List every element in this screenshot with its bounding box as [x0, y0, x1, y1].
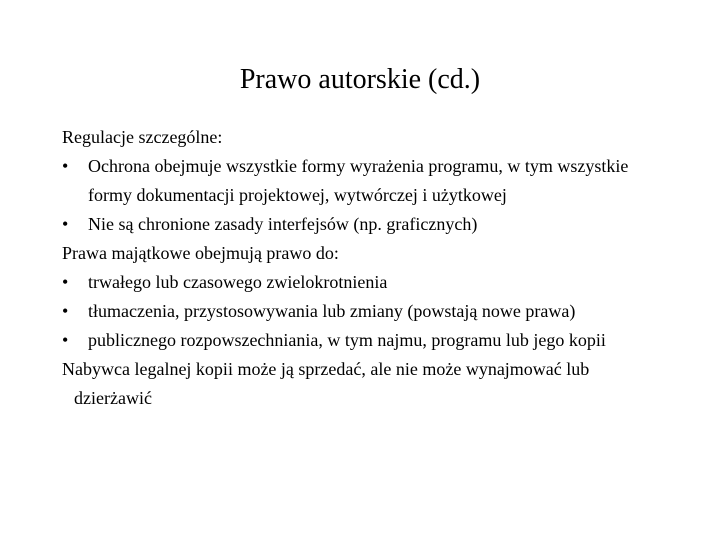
bullet-icon: •: [62, 330, 69, 350]
bullet-icon: •: [62, 156, 69, 176]
bullet-text: trwałego lub czasowego zwielokrotnienia: [88, 272, 388, 292]
bullet-text: publicznego rozpowszechniania, w tym najmu, programu lub jego kopii: [88, 330, 606, 350]
bullet-item: [62, 326, 662, 355]
bullet-icon: •: [62, 214, 69, 234]
bullet-text: tłumaczenia, przystosowywania lub zmiany (powstają nowe prawa): [88, 301, 576, 321]
section-heading-property-rights: Prawa majątkowe obejmują prawo do:: [62, 243, 339, 263]
bullet-icon: •: [62, 272, 69, 292]
bullet-item: [62, 152, 662, 210]
bullet-text: Ochrona obejmuje wszystkie formy wyrażenia programu, w tym wszystkie formy dokumentacji projektowej, wytwórczej i użytkowej: [88, 156, 629, 205]
closing-statement: Nabywca legalnej kopii może ją sprzedać, ale nie może wynajmować lub dzierżawić: [62, 359, 590, 408]
bullet-text: Nie są chronione zasady interfejsów (np. graficznych): [88, 214, 478, 234]
slide-body: [62, 123, 662, 413]
slide-title: Prawo autorskie (cd.): [239, 64, 481, 95]
bullet-icon: •: [62, 301, 69, 321]
bullet-item: [62, 297, 662, 326]
bullet-item: [62, 210, 662, 239]
bullet-item: [62, 268, 662, 297]
section-heading-special-regulations: Regulacje szczególne:: [62, 127, 223, 147]
